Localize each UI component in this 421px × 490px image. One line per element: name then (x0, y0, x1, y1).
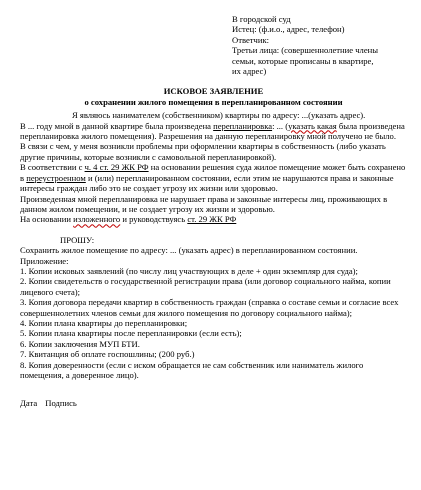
link-redevelopment[interactable]: перепланировка (213, 120, 273, 131)
spellcheck-flag: указать какая (288, 120, 337, 131)
document-subtitle: о сохранении жилого помещения в перепланированном состоянии (84, 96, 343, 107)
text-span: на основании решения суда жилое помещение может быть сохранено в (20, 162, 406, 183)
third-parties-line-3: их адрес) (232, 66, 267, 77)
paragraph-no-violation: Произведенная мной перепланировка не нарушает права и законные интересы лиц, проживающих в данном жилом помещении, и не создает угрозу их жизни и здоровью. (20, 193, 388, 214)
paragraph-law (20, 162, 407, 193)
link-law-article-2[interactable]: ст. 29 ЖК РФ (187, 214, 237, 225)
paragraph-tenant: Я являюсь нанимателем (собственником) квартиры по адресу: ...(указать адрес). (72, 110, 366, 121)
signature-label: Подпись (45, 398, 77, 409)
text-span: и (или) перепланированном состоянии, если этим не нарушаются права и законные интересы граждан либо это не создает угрозу их жизни или здоровью. (20, 172, 394, 194)
link-law-article[interactable]: ч. 4 ст. 29 ЖК РФ (84, 162, 149, 173)
request-heading: ПРОШУ: (60, 234, 95, 245)
attachments-label: Приложение: (20, 255, 69, 266)
attachment-item: 5. Копии плана квартиры после перепланировки (если есть); (20, 328, 242, 339)
attachment-item: 1. Копии исковых заявлений (по числу лиц участвующих в деле + один экземпляр для суда); (20, 265, 358, 276)
spellcheck-flag: изложенного (73, 214, 121, 225)
third-parties-line-1: Третьи лица: (совершеннолетние члены (232, 45, 379, 56)
text-span: В соответствии с (20, 162, 85, 173)
text-span: На основании (20, 214, 74, 225)
paragraph-problems: В связи с чем, у меня возникли проблемы при оформлении квартиры в собственность (либо указать другие причины, которые возникли с самовольной перепланировкой). (20, 141, 386, 162)
paragraph-basis (20, 214, 407, 224)
attachment-item: 4. Копии плана квартиры до перепланировки; (20, 317, 188, 328)
request-text: Сохранить жилое помещение по адресу: ... (указать адрес) в перепланированном состоянии. (20, 245, 358, 256)
text-span: и руководствуясь (120, 214, 188, 225)
attachment-item: 8. Копия доверенности (если с иском обращается не сам собственник или наниматель жилого помещения, а доверенное лицо). (20, 359, 364, 380)
paragraph-redevelopment (20, 121, 407, 142)
text-span: В ... году мной в данной квартире была произведена (20, 120, 214, 131)
text-span: : ... ( (272, 120, 289, 131)
link-reconstructed[interactable]: переустроенном (26, 172, 86, 183)
text-span: была произведена перепланировка жилого помещения). Разрешения на данную перепланировку мной получено не было. (20, 120, 405, 142)
attachment-item: 2. Копии свидетельств о государственной регистрации права (или договор социального найма, копии лицевого счета); (20, 276, 391, 297)
plaintiff-line: Истец: (ф.и.о., адрес, телефон) (232, 24, 345, 35)
defendant-line: Ответчик: (232, 34, 270, 45)
attachment-item: 3. Копия договора передачи квартир в собственность граждан (справка о составе семьи и согласие всех совершеннолетних членов семьи для жилого помещения по договору социального найма); (20, 297, 399, 318)
date-label: Дата (20, 398, 38, 409)
document-title: ИСКОВОЕ ЗАЯВЛЕНИЕ (163, 86, 264, 97)
third-parties-line-2: семьи, которые прописаны в квартире, (232, 55, 374, 66)
attachment-item: 6. Копии заключения МУП БТИ. (20, 338, 140, 349)
address-block (232, 14, 421, 76)
court-line: В городской суд (232, 14, 291, 24)
signature-line (20, 398, 407, 408)
attachment-item: 7. Квитанция об оплате госпошлины; (200 руб.) (20, 349, 195, 360)
